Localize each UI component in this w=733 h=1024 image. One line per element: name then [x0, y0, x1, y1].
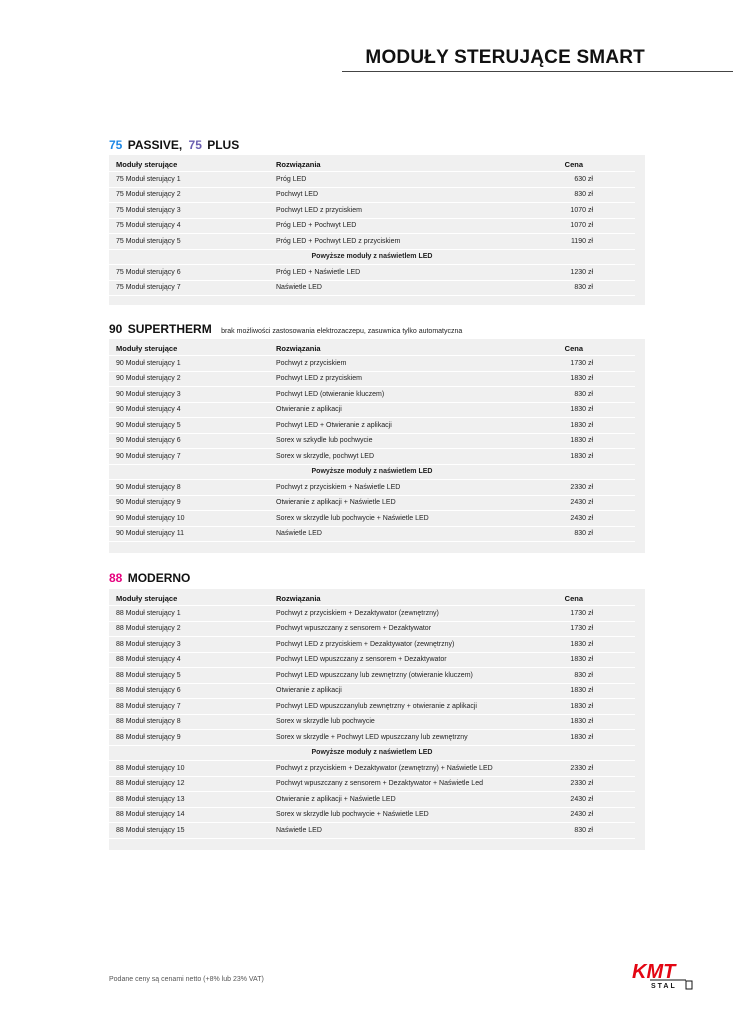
module-name: 90 Moduł sterujący 3 — [116, 390, 181, 398]
price-value: 1830 zł — [570, 702, 593, 710]
solution-text: Sorex w skrzydle, pochwyt LED — [276, 452, 375, 460]
module-name: 90 Moduł sterujący 7 — [116, 452, 181, 460]
module-name: 88 Moduł sterujący 15 — [116, 826, 185, 834]
price-value: 1830 zł — [570, 733, 593, 741]
page-title: MODUŁY STERUJĄCE SMART — [365, 47, 645, 68]
table-row — [109, 777, 635, 792]
solution-text: Pochwyt LED + Otwieranie z aplikacji — [276, 421, 392, 429]
price-value: 1730 zł — [570, 359, 593, 367]
price-value: 2330 zł — [570, 780, 593, 787]
solution-text: Naświetle LED — [276, 826, 322, 834]
subheader-label: Powyższe moduły z naświetlem LED — [311, 749, 433, 756]
solution-text: Otwieranie z aplikacji — [276, 406, 342, 413]
price-value: 1830 zł — [570, 375, 593, 382]
solution-text: Sorex w skrzydle lub pochwycie — [276, 718, 375, 725]
header-price: Cena — [564, 594, 583, 603]
solution-text: Sorex w skrzydle lub pochwycie + Naświetle LED — [276, 811, 429, 818]
solution-text: Pochwyt LED z przyciskiem + Dezaktywator (zewnętrzny) — [276, 640, 455, 648]
module-name: 88 Moduł sterujący 13 — [116, 795, 185, 803]
header-solutions: Rozwiązania — [276, 160, 321, 169]
module-name: 90 Moduł sterujący 2 — [116, 375, 181, 382]
table-row — [109, 653, 635, 668]
header-modules: Moduły sterujące — [116, 160, 178, 169]
module-name: 75 Moduł sterujący 7 — [116, 284, 181, 291]
price-value: 2430 zł — [570, 514, 593, 522]
price-value: 830 zł — [574, 284, 593, 291]
solution-text: Sorex w szkydle lub pochwycie — [276, 437, 373, 444]
table-row — [109, 731, 635, 746]
solution-text: Pochwyt LED wpuszczanylub zewnętrzny + otwieranie z aplikacji — [276, 702, 477, 710]
title-divider — [342, 71, 733, 72]
table-row — [109, 700, 635, 715]
price-value: 1830 zł — [570, 718, 593, 725]
module-name: 75 Moduł sterujący 1 — [116, 175, 181, 183]
table-row — [109, 638, 635, 653]
table-row — [109, 669, 635, 684]
table-row — [109, 388, 635, 403]
module-name: 88 Moduł sterujący 1 — [116, 609, 181, 617]
module-name: 88 Moduł sterujący 12 — [116, 780, 185, 787]
table-row — [109, 266, 635, 281]
price-value: 1830 zł — [570, 421, 593, 429]
price-value: 1070 zł — [570, 222, 593, 229]
price-value: 2430 zł — [570, 811, 593, 818]
module-name: 75 Moduł sterujący 4 — [116, 222, 181, 229]
table-row — [109, 622, 635, 637]
table-row — [109, 607, 635, 622]
table-header-row — [109, 157, 635, 172]
price-value: 830 zł — [574, 671, 593, 679]
solution-text: Próg LED + Pochwyt LED z przyciskiem — [276, 237, 401, 245]
price-value: 1830 zł — [570, 437, 593, 444]
header-solutions: Rozwiązania — [276, 344, 321, 353]
module-name: 75 Moduł sterujący 2 — [116, 191, 181, 198]
table-subheader-row — [109, 465, 635, 480]
price-value: 2330 zł — [570, 764, 593, 772]
module-name: 90 Moduł sterujący 11 — [116, 530, 184, 537]
table-row — [109, 281, 635, 296]
solution-text: Próg LED + Pochwyt LED — [276, 222, 357, 229]
footer-note: Podane ceny są cenami netto (+8% lub 23% VAT) — [109, 976, 264, 983]
module-name: 75 Moduł sterujący 6 — [116, 268, 181, 276]
table-row — [109, 527, 635, 542]
series-label-plus: PLUS — [207, 138, 240, 152]
module-name: 88 Moduł sterujący 7 — [116, 702, 181, 710]
table-row — [109, 403, 635, 418]
table-subheader-row — [109, 746, 635, 761]
table-row — [109, 496, 635, 511]
module-name: 88 Moduł sterujący 14 — [116, 811, 185, 818]
price-value: 830 zł — [574, 530, 593, 537]
price-value: 830 zł — [574, 390, 593, 398]
table-row — [109, 173, 635, 188]
solution-text: Otwieranie z aplikacji + Naświetle LED — [276, 499, 396, 506]
solution-text: Otwieranie z aplikacji + Naświetle LED — [276, 795, 396, 803]
table-row — [109, 219, 635, 234]
price-value: 1830 zł — [570, 656, 593, 663]
price-value: 1230 zł — [570, 268, 593, 276]
module-name: 90 Moduł sterujący 4 — [116, 406, 181, 413]
module-name: 88 Moduł sterujący 9 — [116, 733, 181, 741]
module-name: 88 Moduł sterujący 8 — [116, 718, 181, 725]
module-name: 90 Moduł sterujący 6 — [116, 437, 181, 444]
module-name: 90 Moduł sterujący 1 — [116, 359, 181, 367]
series-number-88: 88 — [109, 571, 123, 585]
solution-text: Pochwyt z przyciskiem + Dezaktywator (zewnętrzny) — [276, 609, 439, 617]
solution-text: Pochwyt LED wpuszczany lub zewnętrzny (otwieranie kluczem) — [276, 671, 473, 679]
price-value: 2430 zł — [570, 795, 593, 803]
table-row — [109, 762, 635, 777]
module-name: 75 Moduł sterujący 5 — [116, 237, 181, 245]
solution-text: Pochwyt LED z przyciskiem — [276, 375, 362, 382]
module-name: 75 Moduł sterujący 3 — [116, 206, 181, 214]
price-table-90 — [109, 339, 645, 553]
module-name: 90 Moduł sterujący 8 — [116, 483, 181, 491]
header-solutions: Rozwiązania — [276, 594, 321, 603]
solution-text: Pochwyt z przyciskiem — [276, 359, 347, 367]
table-row — [109, 357, 635, 372]
table-row — [109, 684, 635, 699]
solution-text: Naświetle LED — [276, 284, 322, 291]
price-value: 1830 zł — [570, 406, 593, 413]
series-label-passive: PASSIVE, — [127, 138, 183, 152]
series-number-75: 75 — [109, 138, 123, 152]
solution-text: Pochwyt LED — [276, 191, 319, 198]
table-row — [109, 188, 635, 203]
table-row — [109, 793, 635, 808]
solution-text: Sorex w skrzydle lub pochwycie + Naświetle LED — [276, 514, 429, 522]
table-row — [109, 204, 635, 219]
header-modules: Moduły sterujące — [116, 594, 178, 603]
price-value: 2430 zł — [570, 499, 593, 506]
module-name: 88 Moduł sterujący 6 — [116, 687, 181, 694]
price-value: 1070 zł — [570, 206, 593, 214]
header-modules: Moduły sterujące — [116, 344, 178, 353]
price-value: 1730 zł — [570, 609, 593, 617]
price-table-75 — [109, 155, 645, 305]
table-row — [109, 715, 635, 730]
solution-text: Sorex w skrzydle + Pochwyt LED wpuszczany lub zewnętrzny — [276, 733, 468, 741]
solution-text: Pochwyt LED wpuszczany z sensorem + Dezaktywator — [276, 656, 447, 663]
price-value: 1730 zł — [570, 625, 593, 632]
logo-sub-text: STAL — [651, 983, 677, 990]
price-value: 2330 zł — [570, 483, 593, 491]
section-title-75 — [109, 138, 239, 152]
series-label-supertherm: SUPERTHERM — [127, 322, 212, 336]
table-row — [109, 434, 635, 449]
solution-text: Pochwyt z przyciskiem + Naświetle LED — [276, 483, 401, 491]
price-value: 630 zł — [574, 175, 593, 183]
module-name: 88 Moduł sterujący 4 — [116, 656, 181, 663]
solution-text: Pochwyt wpuszczany z sensorem + Dezaktywator — [276, 625, 432, 632]
price-value: 1190 zł — [570, 237, 593, 245]
table-row — [109, 450, 635, 465]
section-note: brak możliwości zastosowania elektrozaczepu, zasuwnica tylko automatyczna — [221, 328, 463, 335]
price-value: 830 zł — [574, 826, 593, 834]
module-name: 90 Moduł sterujący 10 — [116, 514, 185, 522]
solution-text: Próg LED — [276, 175, 307, 183]
logo-main-text: KMT — [632, 961, 676, 983]
section-title-88 — [109, 571, 190, 585]
solution-text: Pochwyt z przyciskiem + Dezaktywator (zewnętrzny) + Naświetle LED — [276, 764, 493, 772]
solution-text: Próg LED + Naświetle LED — [276, 268, 361, 276]
table-row — [109, 235, 635, 250]
module-name: 90 Moduł sterujący 9 — [116, 499, 181, 506]
header-price: Cena — [564, 160, 583, 169]
subheader-label: Powyższe moduły z naświetlem LED — [311, 253, 433, 260]
series-number-90: 90 — [109, 322, 123, 336]
solution-text: Pochwyt LED (otwieranie kluczem) — [276, 390, 385, 398]
table-row — [109, 372, 635, 387]
price-value: 1830 zł — [570, 687, 593, 694]
module-name: 88 Moduł sterujący 3 — [116, 640, 181, 648]
table-header-row — [109, 591, 635, 606]
module-name: 88 Moduł sterujący 2 — [116, 625, 181, 632]
module-name: 88 Moduł sterujący 5 — [116, 671, 181, 679]
section-title-90 — [109, 322, 462, 336]
solution-text: Pochwyt LED z przyciskiem — [276, 206, 362, 214]
series-number-75-plus: 75 — [188, 138, 202, 152]
table-row — [109, 808, 635, 823]
kmt-stal-logo — [630, 958, 698, 992]
price-value: 1830 zł — [570, 452, 593, 460]
subheader-label: Powyższe moduły z naświetlem LED — [311, 468, 433, 475]
solution-text: Naświetle LED — [276, 530, 322, 537]
header-price: Cena — [564, 344, 583, 353]
solution-text: Pochwyt wpuszczany z sensorem + Dezaktywator + Naświetle Led — [276, 780, 483, 787]
table-row — [109, 512, 635, 527]
series-label-moderno: MODERNO — [127, 571, 191, 585]
module-name: 90 Moduł sterujący 5 — [116, 421, 181, 429]
module-name: 88 Moduł sterujący 10 — [116, 764, 185, 772]
price-value: 1830 zł — [570, 640, 593, 648]
table-row — [109, 419, 635, 434]
price-table-88 — [109, 589, 645, 850]
solution-text: Otwieranie z aplikacji — [276, 687, 342, 694]
table-row — [109, 824, 635, 839]
table-header-row — [109, 341, 635, 356]
price-value: 830 zł — [574, 191, 593, 198]
table-row — [109, 481, 635, 496]
table-subheader-row — [109, 250, 635, 265]
